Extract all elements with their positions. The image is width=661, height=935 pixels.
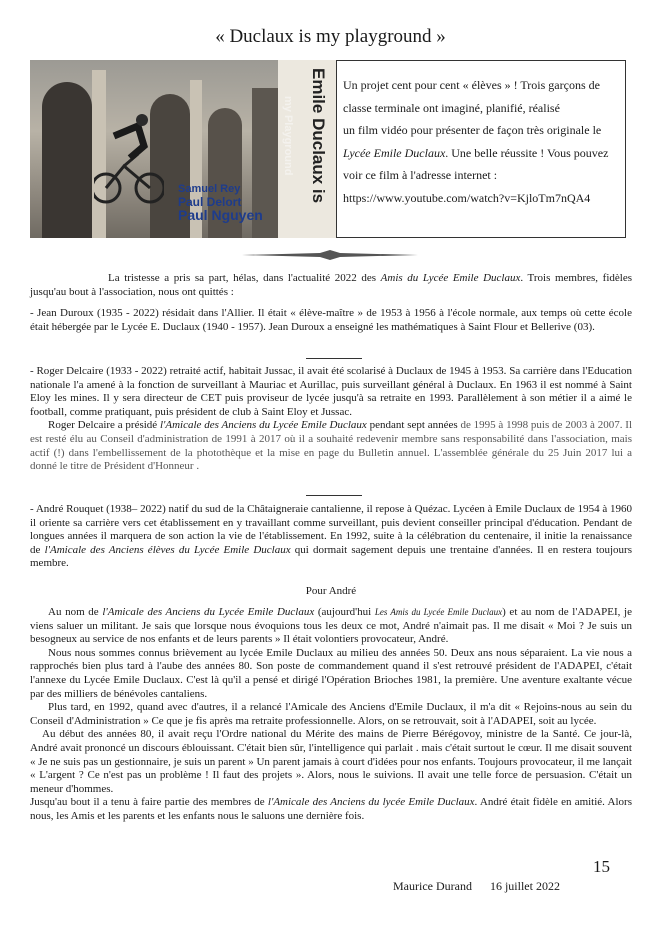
duroux-paragraph [30, 307, 632, 334]
text-run: . André était fidèle en amitié. Alors nous, les Amis et les parents et les enfants nous le saluons une dernière fois. [30, 796, 632, 822]
text-run: Au début des années 80, il avait reçu l'Ordre national du Mérite des mains de Pierre Bérégovoy, ministre de la Santé. Ce jour-là, André avait prononcé un discours éblouissant. C'était bien sûr, l'intelligence qui parlait . mais c'était surtout le cœur. Il me disait souvent « Je ne suis pas un gestionnaire, je suis un parent » Un parent jamais à court d'idées pour nos enfants. Toujours provocateur, il me lançait « L'argent ? Ce n'est pas un problème ! Il faut des projets ». Alors, nous le suivions. Il avait une telle force de persuasion. C'était un meneur d'hommes. [30, 728, 632, 795]
lycee-name: Lycée Emile Duclaux [343, 145, 446, 160]
text-run: l'Amicale des Anciens du Lycée Emile Duclaux [102, 606, 315, 618]
text-run: Nous nous sommes connus brièvement au lycée Emile Duclaux au milieu des années 50. Deux ans nous séparaient. La vie nous a rapprochés bien plus tard à l'aube des années 80. Son poste de commandement quand il s'est retrouvé président de l'ADAPEI, c'était l'annexe du Lycée Emile Duclaux. C'est là qu'il a pensé et dirigé l'Opération Brioches 1981, la première. Une aventure exaltante vécue par des milliers de bénévoles cantaliens. [30, 646, 632, 700]
ornament-divider [240, 250, 420, 260]
poster-name: Samuel Rey [178, 183, 241, 195]
info-line-rest: . Une belle réussite ! Vous pouvez [445, 145, 609, 160]
info-line [343, 142, 619, 165]
text-run: . Trois membres, fidèles jusqu'au bout à l'association, nous ont quittés : [30, 272, 632, 298]
arch-shape [42, 82, 92, 238]
text-run: Au nom de [48, 606, 103, 618]
page-number: 15 [593, 857, 610, 876]
info-line: un film vidéo pour présenter de façon très originale le [343, 123, 602, 137]
info-line: classe terminale ont imaginé, planifié, réalisé [343, 100, 560, 115]
intro-paragraph [30, 272, 632, 299]
poster-vertical-title: Emile Duclaux is [309, 68, 328, 204]
rouquet-paragraph [30, 503, 632, 571]
tribute-text [30, 606, 632, 824]
video-info-box [336, 60, 626, 238]
text-run: de 1995 à 1998 puis de 2003 à 2007. Il est resté élu au Conseil d'administration de 1991 à 2017 où il a souhaité redevenir membre sans responsabilité dans l'association, mais actif (!) dans l'embellissement de la photothèque et la mise en page du Bulletin annuel. L'assemblée générale du 25 Juin 2017 lui a donné le titre de Président d'Honneur . [30, 419, 632, 473]
text-run: Amis du Lycée Emile Duclaux [380, 272, 521, 284]
video-url-link[interactable]: https://www.youtube.com/watch?v=KjloTm7nQA4 [343, 190, 591, 205]
delcaire-paragraph [30, 365, 632, 474]
text-run: l'Amicale des Anciens élèves du Lycée Emile Duclaux [44, 543, 291, 556]
poster-vertical-subtitle: my Playground [282, 96, 294, 176]
text-run: La tristesse a pris sa part, hélas, dans l'actualité 2022 des [108, 272, 381, 284]
text-run: qui dormait sagement depuis une trentaine d'années. Il en restera toujours membre. [30, 543, 632, 570]
separator-rule [306, 495, 362, 496]
video-poster-photo [30, 60, 336, 238]
cyclist-figure [94, 96, 164, 206]
poster-name: Paul Delort [178, 194, 242, 209]
text-run: Roger Delcaire a présidé [48, 419, 160, 432]
separator-rule [306, 358, 362, 359]
text-run: l'Amicale des Anciens du lycée Emile Duclaux [267, 796, 475, 809]
text-run: Plus tard, en 1992, quand avec d'autres, il a relancé l'Amicale des Anciens d'Emile Duclaux, il m'a dit « Rejoins-nous au sein du Conseil d'Administration » Ce que je fis après ma retraite professionnelle. Alors, on se retrouvait, soit à l'ADAPEI, soit au lycée. [30, 701, 632, 727]
text-run: - Roger Delcaire (1933 - 2022) retraité actif, habitait Jussac, il avait été scolarisé à Duclaux de 1945 à 1953. Sa carrière dans l'Education nationale l'a amené à la fonction de surveillant à Mauriac et Aurillac, puis surveillant général à Duclaux. En 1963 il est nommé à Saint Eloy les mines. Il y sera directeur de CET puis proviseur de lycée jusqu'à sa retraite en 1993. Parallèlement à son métier il a aimé le football, comme pratiquant, puis président de club à Saint Eloy et Jussac. [30, 365, 632, 418]
text-run: - André Rouquet (1938– 2022) natif du sud de la Châtaigneraie cantalienne, il repose à Quézac. Lycéen à Emile Duclaux de 1954 à 1960 il oriente sa carrière vers cet établissement en y travaillant comme surveillant, puis devient conseiller principal d'éducation. Pendant de longues années il marquera de son action la vie de l'établissement. En 1992, suite à la célébration du centenaire, il initie la renaissance de [30, 503, 632, 556]
page-title: « Duclaux is my playground » [215, 26, 446, 47]
poster-names [178, 184, 263, 223]
text-run: l'Amicale des Anciens du Lycée Emile Duclaux [159, 419, 367, 432]
text-run: pendant sept années [366, 419, 461, 432]
tribute-heading: Pour André [305, 585, 357, 597]
info-line: voir ce film à l'adresse internet : [343, 168, 498, 182]
signature: Maurice Durand 16 juillet 2022 [393, 879, 560, 893]
text-run: (aujourd'hui [314, 606, 375, 618]
info-line: Un projet cent pour cent « élèves » ! Trois garçons de [343, 78, 600, 92]
text-run: Les Amis du Lycée Emile Duclaux [374, 607, 503, 617]
text-run: Jusqu'au bout il a tenu à faire partie des membres de [30, 796, 268, 809]
text-run: ) et au nom de l'ADAPEI, je viens saluer un militant. Je sais que lorsque nous évoquions tous les deux ce mot, André n'aimait pas. Il me disait « Moi ? Je suis un besogneux au service de nos enfants et de leurs parents » Il était volontiers provocateur, André. [30, 606, 633, 646]
poster-name: Paul Nguyen [178, 207, 263, 224]
text-run: - Jean Duroux (1935 - 2022) résidait dans l'Allier. Il était « élève-maître » de 1953 à 1956 à l'école normale, aux temps où cette école était hébergée par le Lycée E. Duclaux (1940 - 1957). Jean Duroux a enseigné les mathématiques à Saint Flour et Bellerive (03). [30, 307, 632, 333]
